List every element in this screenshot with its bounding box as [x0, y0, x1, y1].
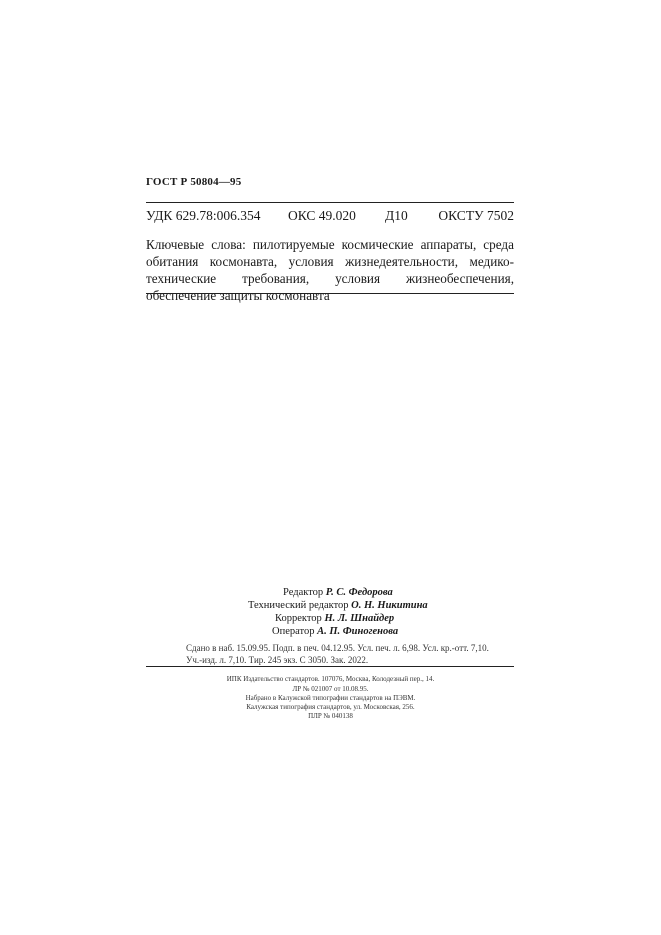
editor-name: Р. С. Федорова — [325, 587, 393, 598]
corrector-label: Корректор — [275, 613, 322, 624]
tech-editor-line — [248, 600, 428, 612]
corrector-name: Н. Л. Шнайдер — [324, 613, 395, 624]
okstu-code: ОКСТУ 7502 — [438, 208, 514, 223]
print-info-line-1: Сдано в наб. 15.09.95. Подп. в печ. 04.12.95. Усл. печ. л. 6,98. Усл. кр.-отт. 7,10. — [186, 643, 489, 653]
classification-row — [146, 208, 514, 224]
publisher-line-2: ЛР № 021007 от 10.08.95. — [292, 685, 369, 693]
corrector-line — [275, 613, 394, 625]
publisher-line-3: Набрано в Калужской типографии стандартов на ПЭВМ. — [245, 694, 416, 702]
editor-label: Редактор — [283, 587, 324, 598]
operator-line — [272, 626, 398, 638]
operator-label: Оператор — [272, 626, 315, 637]
group-code: Д10 — [385, 208, 408, 223]
print-info-line-2: Уч.-изд. л. 7,10. Тир. 245 экз. С 3050. Зак. 2022. — [186, 655, 369, 665]
udk-code: УДК 629.78:006.354 — [146, 208, 261, 223]
keywords-paragraph: Ключевые слова: пилотируемые космические аппараты, среда обитания космонавта, условия жизнедеятельности, медико-технические требования, условия жизнеобеспечения, обеспечение защиты космонавта — [146, 237, 514, 303]
keywords-rule — [146, 293, 514, 294]
tech-editor-name: О. Н. Никитина — [351, 600, 428, 611]
document-code: ГОСТ Р 50804—95 — [146, 176, 242, 188]
top-rule — [146, 202, 514, 203]
print-rule — [146, 666, 514, 667]
oks-code: ОКС 49.020 — [288, 208, 356, 223]
tech-editor-label: Технический редактор — [248, 600, 349, 611]
publisher-line-5: ПЛР № 040138 — [308, 712, 353, 720]
publisher-line-1: ИПК Издательство стандартов. 107076, Москва, Колодезный пер., 14. — [226, 675, 435, 683]
editor-line — [283, 587, 393, 599]
publisher-line-4: Калужская типография стандартов, ул. Московская, 256. — [246, 703, 415, 711]
operator-name: А. П. Финогенова — [317, 626, 399, 637]
